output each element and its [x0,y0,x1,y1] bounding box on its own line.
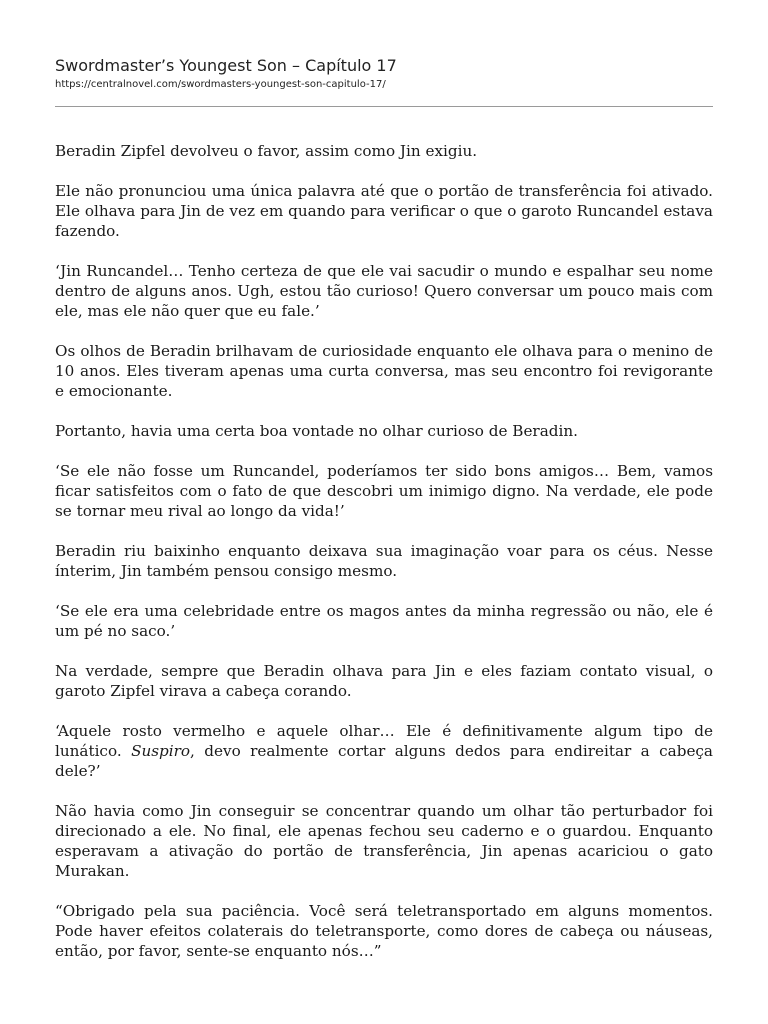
paragraph: Ele não pronunciou uma única palavra até que o portão de transferência foi ativado. Ele olhava para Jin de vez em quando para verificar o que o garoto Runcandel estava fazendo. [55,182,713,240]
paragraph: Os olhos de Beradin brilhavam de curiosidade enquanto ele olhava para o menino de 10 anos. Eles tiveram apenas uma curta conversa, mas seu encontro foi revigorante e emocionante. [55,342,713,400]
italic-text: Suspiro [131,742,191,760]
paragraph: Beradin riu baixinho enquanto deixava sua imaginação voar para os céus. Nesse ínterim, Jin também pensou consigo mesmo. [55,542,713,580]
paragraph: Portanto, havia uma certa boa vontade no olhar curioso de Beradin. [55,422,578,440]
header-divider [55,106,713,107]
paragraph: ‘Jin Runcandel… Tenho certeza de que ele vai sacudir o mundo e espalhar seu nome dentro de alguns anos. Ugh, estou tão curioso! Quero conversar um pouco mais com ele, mas ele não quer que eu fale.’ [55,262,713,320]
chapter-title: Swordmaster’s Youngest Son – Capítulo 17 [55,56,397,75]
paragraph-text: ‘Aquele rosto vermelho e aquele olhar… Ele é definitivamente algum tipo de lunático. [55,722,713,760]
chapter-body [55,141,713,981]
paragraph: ‘Se ele não fosse um Runcandel, poderíamos ter sido bons amigos… Bem, vamos ficar satisfeitos com o fato de que descobri um inimigo digno. Na verdade, ele pode se tornar meu rival ao longo da vida!’ [55,462,713,520]
source-url: https://centralnovel.com/swordmasters-youngest-son-capitulo-17/ [55,79,386,90]
paragraph [55,721,713,781]
paragraph: “Obrigado pela sua paciência. Você será teletransportado em alguns momentos. Pode haver efeitos colaterais do teletransporte, como dores de cabeça ou náuseas, então, por favor, sente-se enquanto nós…” [55,902,713,960]
paragraph: ‘Se ele era uma celebridade entre os magos antes da minha regressão ou não, ele é um pé no saco.’ [55,602,713,640]
paragraph-text: , devo realmente cortar alguns dedos para endireitar a cabeça dele?’ [55,742,713,780]
paragraph: Beradin Zipfel devolveu o favor, assim como Jin exigiu. [55,142,478,160]
document-header [55,56,713,91]
paragraph: Na verdade, sempre que Beradin olhava para Jin e eles faziam contato visual, o garoto Zipfel virava a cabeça corando. [55,662,713,700]
paragraph: Não havia como Jin conseguir se concentrar quando um olhar tão perturbador foi direcionado a ele. No final, ele apenas fechou seu caderno e o guardou. Enquanto esperavam a ativação do portão de transferência, Jin apenas acariciou o gato Murakan. [55,802,713,880]
